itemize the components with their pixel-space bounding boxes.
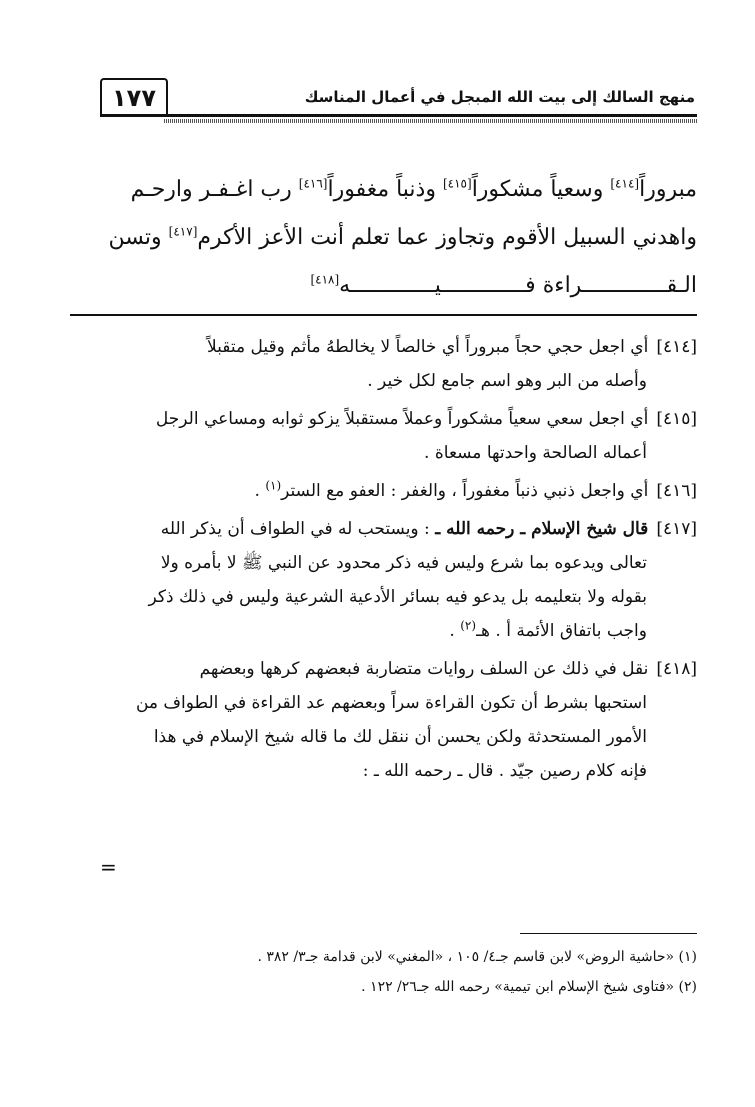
text-span: مبروراً bbox=[639, 177, 697, 202]
note-text: وأصله من البر وهو اسم جامع لكل خير . bbox=[367, 371, 647, 391]
note-number: [٤١٦] bbox=[656, 481, 697, 501]
note-ref: [٤١٦] bbox=[298, 176, 328, 191]
note-text: نقل في ذلك عن السلف روايات متضاربة فبعضهم كرهها وبعضهم bbox=[199, 659, 649, 679]
main-text bbox=[70, 166, 697, 310]
note-415 bbox=[70, 402, 697, 470]
note-414 bbox=[70, 330, 697, 398]
note-number: [٤١٨] bbox=[656, 659, 697, 679]
note-text: . bbox=[254, 481, 266, 501]
note-ref: [٤١٥] bbox=[442, 176, 472, 191]
footnote: (١) «حاشية الروض» لابن قاسم جـ٤/ ١٠٥ ، «المغني» لابن قدامة جـ٣/ ٣٨٢ . bbox=[257, 949, 697, 965]
text-span: رب اغـفـر وارحـم bbox=[130, 177, 299, 202]
footnotes bbox=[70, 942, 697, 1002]
note-number: [٤١٥] bbox=[656, 409, 697, 429]
note-bold-lead: قال شيخ الإسلام ـ رحمه الله ـ bbox=[435, 519, 649, 539]
main-text-line bbox=[70, 262, 697, 310]
note-text: أعماله الصالحة واحدتها مسعاة . bbox=[424, 443, 647, 463]
section-divider bbox=[70, 314, 697, 316]
note-text: . bbox=[449, 621, 461, 641]
note-text: أي اجعل سعي سعياً مشكوراً وعملاً مستقبلاً يزكو ثوابه ومساعي الرجل bbox=[155, 409, 649, 429]
note-number: [٤١٧] bbox=[656, 519, 697, 539]
note-ref: [٤١٤] bbox=[610, 176, 640, 191]
note-418 bbox=[70, 652, 697, 788]
note-number: [٤١٤] bbox=[656, 337, 697, 357]
note-text-end bbox=[70, 614, 697, 648]
text-span: واهدني السبيل الأقوم وتجاوز عما تعلم أنت الأعز الأكرم bbox=[197, 225, 697, 250]
note-text: استحبها بشرط أن تكون القراءة سراً وبعضهم عد القراءة في الطواف من bbox=[135, 693, 647, 713]
note-text: أي واجعل ذنبي ذنباً مغفوراً ، والغفر : العفو مع الستر bbox=[281, 481, 649, 501]
text-span: الـقـــــــــــــراءة فـــــــــــــيـــــــــــــه bbox=[339, 273, 697, 298]
note-text: بقوله ولا بتعليمه بل يدعو فيه بسائر الأدعية الشرعية وليس في ذلك ذكر bbox=[148, 587, 647, 607]
header-rule bbox=[100, 114, 697, 117]
note-text: تعالى ويدعوه بما شرع وليس فيه ذكر محدود عن النبي ﷺ لا بأمره ولا bbox=[160, 553, 647, 573]
footnote-ref: (١) bbox=[265, 478, 282, 493]
page-number: ١٧٧ bbox=[100, 78, 168, 116]
text-span: وذنباً مغفوراً bbox=[327, 177, 443, 202]
footnote-ref: (٢) bbox=[460, 618, 477, 633]
note-text: : ويستحب له في الطواف أن يذكر الله bbox=[160, 519, 436, 539]
running-header-title: منهج السالك إلى بيت الله المبجل في أعمال المناسك bbox=[304, 88, 695, 106]
note-text: الأمور المستحدثة ولكن يحسن أن ننقل لك ما قاله شيخ الإسلام في هذا bbox=[153, 727, 647, 747]
footnote: (٢) «فتاوى شيخ الإسلام ابن تيمية» رحمه الله جـ٢٦/ ١٢٢ . bbox=[361, 979, 697, 995]
note-text: فإنه كلام رصين جيّد . قال ـ رحمه الله ـ : bbox=[362, 761, 647, 781]
text-span: وتسن bbox=[108, 225, 169, 250]
header-rule-hatched bbox=[164, 119, 697, 123]
main-text-line bbox=[70, 166, 697, 214]
text-span: وسعياً مشكوراً bbox=[471, 177, 611, 202]
commentary-notes bbox=[70, 330, 697, 792]
note-text: واجب باتفاق الأئمة أ . هـ bbox=[476, 621, 647, 641]
note-ref: [٤١٧] bbox=[168, 224, 198, 239]
continuation-mark: = bbox=[100, 855, 117, 879]
note-416 bbox=[70, 474, 697, 508]
note-text: أي اجعل حجي حجاً مبروراً أي خالصاً لا يخالطهُ مأثم وقيل متقبلاً bbox=[207, 337, 649, 357]
note-ref: [٤١٨] bbox=[310, 272, 340, 287]
main-text-line bbox=[70, 214, 697, 262]
note-417 bbox=[70, 512, 697, 648]
footnote-divider bbox=[520, 933, 697, 934]
